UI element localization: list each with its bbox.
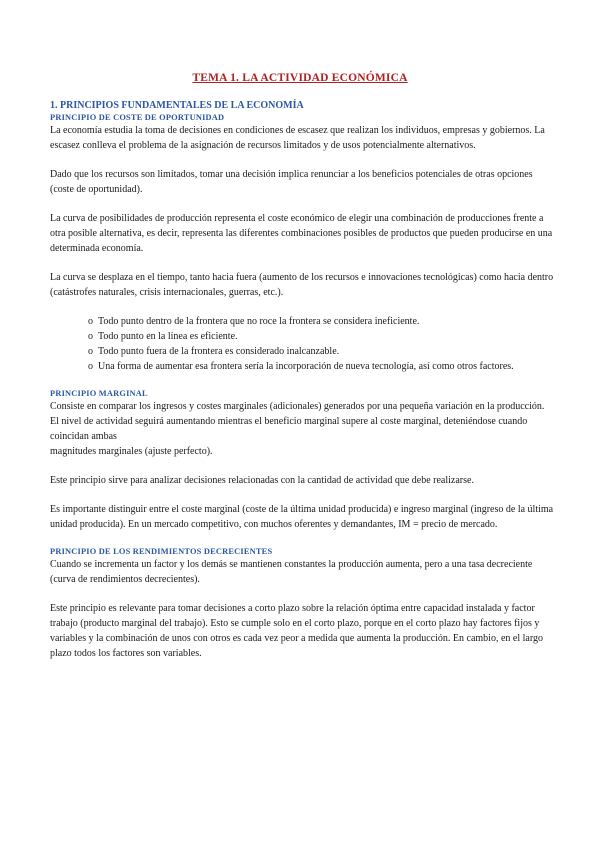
paragraph: Es importante distinguir entre el coste marginal (coste de la última unidad producida) e ingreso marginal (ingreso de la última unidad producida). En un mercado competitivo, con muchos oferentes y demandantes, IM = precio de mercado. — [50, 504, 554, 530]
bullet-marker: o — [88, 316, 93, 327]
paragraph: Cuando se incrementa un factor y los demás se mantienen constantes la producción aumenta, pero a una tasa decreciente (curva de rendimientos decrecientes). — [50, 559, 533, 585]
paragraph: Consiste en comparar los ingresos y costes marginales (adicionales) generados por una pequeña variación en la producción. El nivel de actividad seguirá aumentando mientras el beneficio marginal supere al coste marginal, deteniéndose cuando coincidan ambas — [50, 401, 545, 442]
document-body — [50, 100, 555, 675]
section-heading: 1. PRINCIPIOS FUNDAMENTALES DE LA ECONOMÍA — [50, 100, 304, 111]
subsection-heading-coste-oportunidad: PRINCIPIO DE COSTE DE OPORTUNIDAD — [50, 113, 225, 122]
subsection-heading-rendimientos: PRINCIPIO DE LOS RENDIMIENTOS DECRECIENTES — [50, 547, 273, 556]
subsection-heading-marginal: PRINCIPIO MARGINAL — [50, 389, 148, 398]
list-item-text: Todo punto en la línea es eficiente. — [98, 331, 238, 342]
paragraph: Este principio es relevante para tomar decisiones a corto plazo sobre la relación óptima entre capacidad instalada y factor trabajo (producto marginal del trabajo). Esto se cumple solo en el corto plazo, porque en el corto plazo hay factores fijos y variables y la combinación de unos con otros es cada vez peor a medida que aumenta la producción. En cambio, en el largo plazo todos los factores son variables. — [50, 603, 543, 659]
document-title: TEMA 1. LA ACTIVIDAD ECONÓMICA — [192, 72, 408, 84]
list-item — [88, 359, 555, 374]
paragraph: Este principio sirve para analizar decisiones relacionadas con la cantidad de actividad que debe realizarse. — [50, 475, 474, 486]
list-item — [88, 344, 555, 359]
paragraph: La economía estudia la toma de decisiones en condiciones de escasez que realizan los individuos, empresas y gobiernos. La escasez conlleva el problema de la asignación de recursos limitados y de usos potencialmente alternativos. — [50, 125, 545, 151]
paragraph: La curva se desplaza en el tiempo, tanto hacia fuera (aumento de los recursos e innovaciones tecnológicas) como hacia dentro (catástrofes naturales, crisis internacionales, guerras, etc.). — [50, 272, 554, 298]
bullet-marker: o — [88, 346, 93, 357]
list-item-text: Todo punto fuera de la frontera es considerado inalcanzable. — [98, 346, 340, 357]
bullet-marker: o — [88, 331, 93, 342]
bullet-list — [50, 314, 555, 374]
paragraph: Dado que los recursos son limitados, tomar una decisión implica renunciar a los beneficios potenciales de otras opciones (coste de oportunidad). — [50, 169, 533, 195]
list-item — [88, 314, 555, 329]
paragraph: magnitudes marginales (ajuste perfecto). — [50, 446, 213, 457]
paragraph: La curva de posibilidades de producción representa el coste económico de elegir una combinación de producciones frente a otra posible alternativa, es decir, representa las diferentes combinaciones posibles de productos que pueden producirse en una determinada economía. — [50, 213, 553, 254]
list-item-text: Una forma de aumentar esa frontera sería la incorporación de nueva tecnología, así como otros factores. — [98, 361, 514, 372]
list-item — [88, 329, 555, 344]
list-item-text: Todo punto dentro de la frontera que no roce la frontera se considera ineficiente. — [98, 316, 420, 327]
bullet-marker: o — [88, 361, 93, 372]
